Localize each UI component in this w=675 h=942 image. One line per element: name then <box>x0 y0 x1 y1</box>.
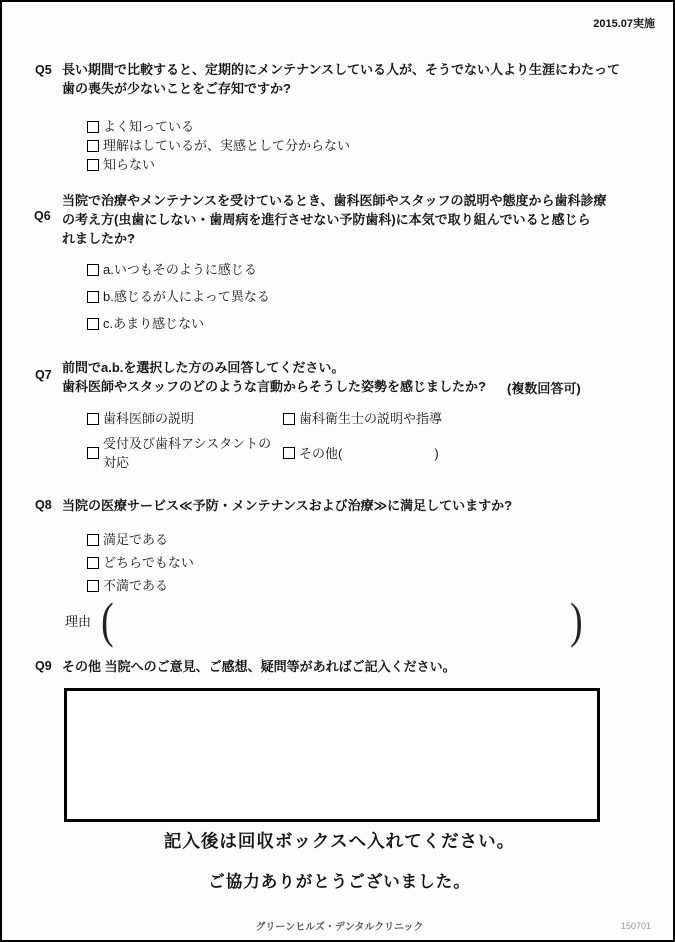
clinic-name: グリーンヒルズ・デンタルクリニック <box>255 922 424 933</box>
q7-option-3-label: 受付及び歯科アシスタントの対応 <box>103 436 272 470</box>
q6-question-text <box>62 191 637 248</box>
checkbox-icon[interactable] <box>87 140 99 152</box>
q7-option-3[interactable] <box>87 434 283 472</box>
q5-question-text <box>62 60 637 98</box>
q7-multi-answer-note: (複数回答可) <box>507 381 581 396</box>
checkbox-icon[interactable] <box>87 580 99 592</box>
q9-comment-box[interactable] <box>64 688 600 822</box>
q5-options <box>87 117 350 174</box>
checkbox-icon[interactable] <box>283 447 295 459</box>
q7-option-2-label: 歯科衛生士の説明や指導 <box>299 411 443 426</box>
q5-label: Q5 <box>35 63 52 77</box>
q8-reason-write-in-area[interactable] <box>116 598 568 642</box>
q8-option-2[interactable] <box>87 553 194 572</box>
q8-label: Q8 <box>35 498 52 512</box>
closing-instruction: 記入後は回収ボックスへ入れてください。 <box>163 831 516 851</box>
q6-option-a[interactable] <box>87 260 270 279</box>
checkbox-icon[interactable] <box>87 264 99 276</box>
q5-option-2-label: 理解はしているが、実感として分からない <box>103 138 351 153</box>
checkbox-icon[interactable] <box>87 557 99 569</box>
checkbox-icon[interactable] <box>87 413 99 425</box>
q7-option-other-label: その他( <box>299 445 343 461</box>
checkbox-icon[interactable] <box>87 534 99 546</box>
q7-option-2[interactable] <box>283 409 442 428</box>
q6-options <box>87 260 270 341</box>
document-code: 150701 <box>620 921 651 931</box>
q7-option-1-label: 歯科医師の説明 <box>103 411 195 426</box>
q5-option-2[interactable] <box>87 136 350 155</box>
close-paren-glyph: ) <box>569 592 583 648</box>
q9-label: Q9 <box>35 659 52 673</box>
q5-option-1[interactable] <box>87 117 350 136</box>
q7-option-1[interactable] <box>87 409 283 428</box>
q6-option-b[interactable] <box>87 287 270 306</box>
checkbox-icon[interactable] <box>87 159 99 171</box>
q7-other-close-paren: ) <box>434 445 439 461</box>
checkbox-icon[interactable] <box>87 447 99 459</box>
q6-option-c-label: c.あまり感じない <box>103 316 205 331</box>
q8-reason-row <box>65 592 584 648</box>
closing-thanks: ご協力ありがとうございました。 <box>208 873 471 891</box>
q5-option-1-label: よく知っている <box>103 119 195 134</box>
checkbox-icon[interactable] <box>87 291 99 303</box>
q5-text-line2: 歯の喪失が少ないことをご存知ですか? <box>62 81 291 96</box>
checkbox-icon[interactable] <box>87 318 99 330</box>
checkbox-icon[interactable] <box>87 121 99 133</box>
q7-options <box>87 409 442 472</box>
q6-text-line1: 当院で治療やメンテナンスを受けているとき、歯科医師やスタッフの説明や態度から歯科診療 <box>62 193 607 208</box>
q6-text-line3: れましたか? <box>62 231 135 246</box>
q7-instruction: 前問でa.b.を選択した方のみ回答してください。 <box>62 360 345 375</box>
q6-option-a-label: a.いつもそのように感じる <box>103 262 257 277</box>
q7-option-other[interactable] <box>283 434 442 472</box>
q8-option-1-label: 満足である <box>103 532 169 547</box>
q8-question-text: 当院の医療サービス≪予防・メンテナンスおよび治療≫に満足していますか? <box>62 498 513 513</box>
q9-question-text: その他 当院へのご意見、ご感想、疑問等があればご記入ください。 <box>62 659 456 674</box>
q7-label: Q7 <box>35 368 52 382</box>
q6-label: Q6 <box>34 209 51 223</box>
q8-option-2-label: どちらでもない <box>103 555 194 570</box>
q5-text-line1: 長い期間で比較すると、定期的にメンテナンスしている人が、そうでない人より生涯にわたって <box>62 62 620 77</box>
q6-option-c[interactable] <box>87 314 270 333</box>
q5-option-3-label: 知らない <box>103 157 156 172</box>
survey-date-note: 2015.07実施 <box>593 18 655 30</box>
q7-text: 歯科医師やスタッフのどのような言動からそうした姿勢を感じましたか? <box>62 379 486 394</box>
open-paren-glyph: ( <box>101 592 114 648</box>
q5-option-3[interactable] <box>87 155 350 174</box>
q8-reason-label: 理由 <box>65 613 92 629</box>
q8-option-3-label: 不満である <box>103 578 169 593</box>
checkbox-icon[interactable] <box>283 413 295 425</box>
q6-text-line2: の考え方(虫歯にしない・歯周病を進行させない予防歯科)に本気で取り組んでいると感じら <box>62 212 591 227</box>
q6-option-b-label: b.感じるが人によって異なる <box>103 289 270 304</box>
q8-option-1[interactable] <box>87 530 194 549</box>
q8-options <box>87 530 194 599</box>
